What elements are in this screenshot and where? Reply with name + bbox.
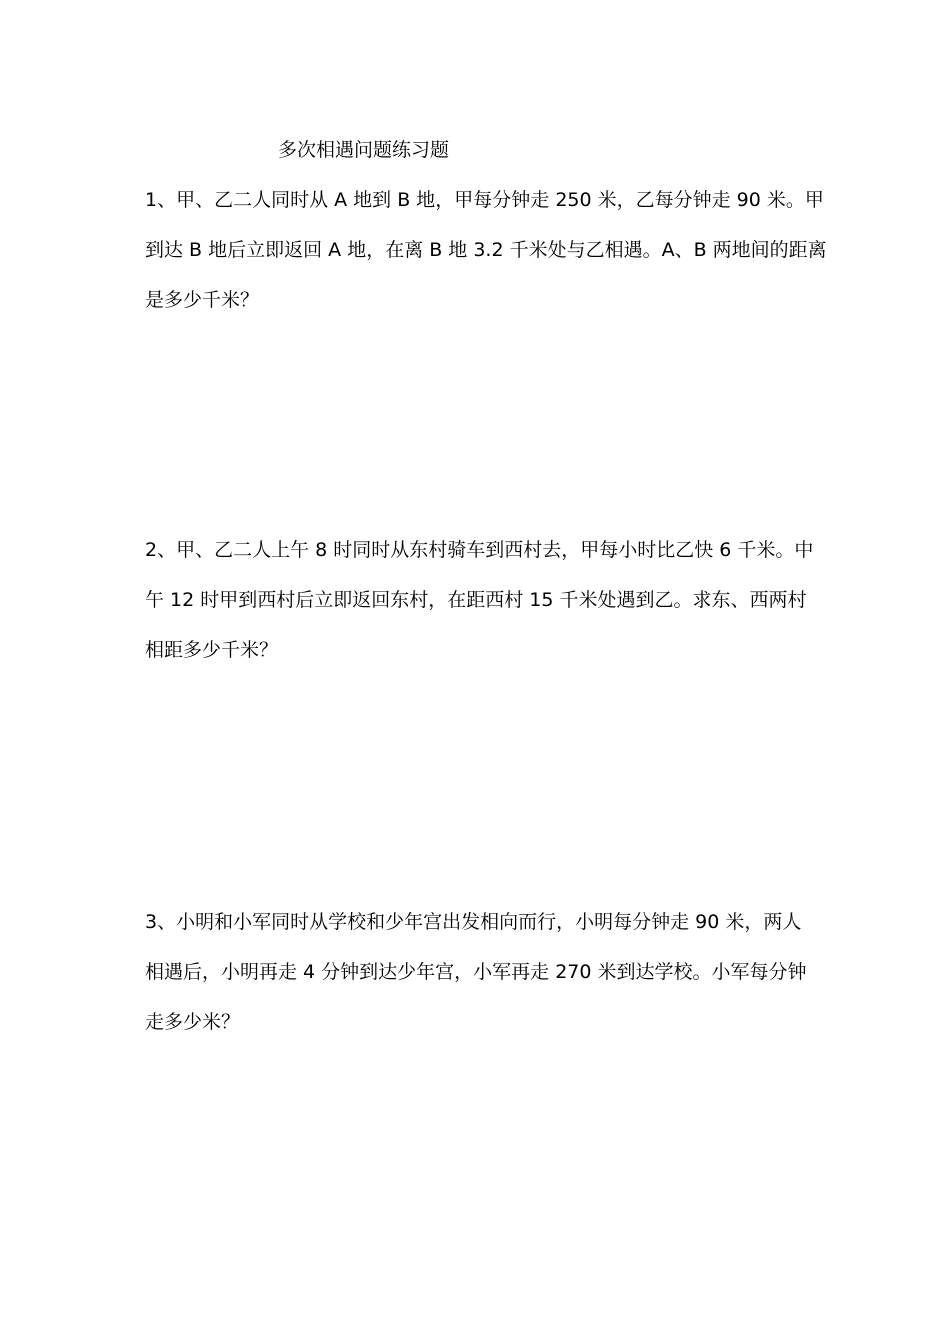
question-2-line-3: 相距多少千米？ [145, 639, 279, 661]
page-title: 多次相遇问题练习题 [278, 139, 450, 161]
question-2-line-2: 午 12 时甲到西村后立即返回东村，在距西村 15 千米处遇到乙。求东、西两村 [145, 589, 807, 611]
question-2-line-1: 2、甲、乙二人上午 8 时同时从东村骑车到西村去，甲每小时比乙快 6 千米。中 [145, 539, 814, 561]
question-3-line-2: 相遇后，小明再走 4 分钟到达少年宫，小军再走 270 米到达学校。小军每分钟 [145, 961, 807, 983]
question-1-line-3: 是多少千米？ [145, 289, 260, 311]
question-1-line-2: 到达 B 地后立即返回 A 地，在离 B 地 3.2 千米处与乙相遇。A、B 两地间的距离 [145, 239, 827, 261]
question-2 [145, 536, 815, 686]
question-3-line-1: 3、小明和小军同时从学校和少年宫出发相向而行，小明每分钟走 90 米，两人 [145, 911, 802, 933]
question-3-line-3: 走多少米？ [145, 1011, 241, 1033]
question-3 [145, 908, 815, 1058]
question-1 [145, 186, 827, 336]
question-1-line-1: 1、甲、乙二人同时从 A 地到 B 地，甲每分钟走 250 米，乙每分钟走 90 米。甲 [145, 189, 824, 211]
